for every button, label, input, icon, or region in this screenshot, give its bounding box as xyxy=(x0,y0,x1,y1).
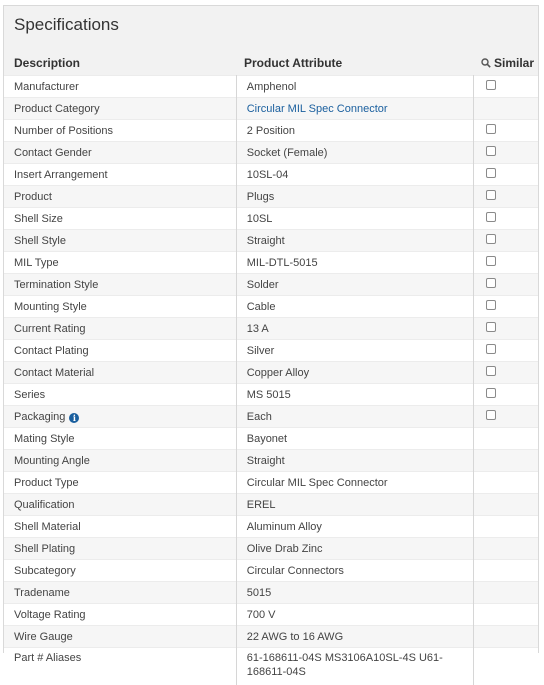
row-similar-cell xyxy=(473,340,538,362)
row-similar-cell xyxy=(473,296,538,318)
row-label: Qualification xyxy=(14,499,75,511)
similar-checkbox[interactable] xyxy=(486,212,496,222)
row-value: Socket (Female) xyxy=(247,147,328,159)
row-similar-cell xyxy=(473,120,538,142)
row-attribute-cell xyxy=(236,274,473,296)
search-icon xyxy=(481,58,491,68)
row-value: MIL-DTL-5015 xyxy=(247,257,318,269)
row-description-cell xyxy=(4,406,236,428)
row-description-cell xyxy=(4,120,236,142)
row-description-cell xyxy=(4,450,236,472)
row-description-cell xyxy=(4,648,236,685)
table-row xyxy=(4,142,538,164)
row-label: Contact Gender xyxy=(14,147,92,159)
row-value: 22 AWG to 16 AWG xyxy=(247,631,343,643)
row-description-cell xyxy=(4,362,236,384)
row-description-cell xyxy=(4,604,236,626)
row-value: Plugs xyxy=(247,191,275,203)
row-attribute-cell xyxy=(236,164,473,186)
similar-checkbox[interactable] xyxy=(486,322,496,332)
table-header xyxy=(4,48,538,78)
row-similar-cell xyxy=(473,560,538,582)
row-description-cell xyxy=(4,340,236,362)
row-description-cell xyxy=(4,582,236,604)
row-value: Amphenol xyxy=(247,81,297,93)
table-row xyxy=(4,98,538,120)
similar-checkbox[interactable] xyxy=(486,300,496,310)
row-label: Mounting Style xyxy=(14,301,87,313)
row-description-cell xyxy=(4,252,236,274)
row-description-cell xyxy=(4,384,236,406)
row-description-cell xyxy=(4,538,236,560)
row-similar-cell xyxy=(473,582,538,604)
row-description-cell xyxy=(4,208,236,230)
table-row xyxy=(4,230,538,252)
similar-checkbox[interactable] xyxy=(486,278,496,288)
table-row xyxy=(4,318,538,340)
row-label: Manufacturer xyxy=(14,81,79,93)
row-attribute-cell xyxy=(236,538,473,560)
row-label: Shell Size xyxy=(14,213,63,225)
row-label: Wire Gauge xyxy=(14,631,73,643)
row-description-cell xyxy=(4,626,236,648)
row-attribute-cell xyxy=(236,626,473,648)
panel-title: Specifications xyxy=(14,15,119,35)
row-label: Product xyxy=(14,191,52,203)
similar-checkbox[interactable] xyxy=(486,344,496,354)
row-label: Product Type xyxy=(14,477,79,489)
row-attribute-cell xyxy=(236,516,473,538)
row-value: 10SL xyxy=(247,213,273,225)
row-value: Copper Alloy xyxy=(247,367,309,379)
table-row xyxy=(4,494,538,516)
row-attribute-cell xyxy=(236,230,473,252)
similar-checkbox[interactable] xyxy=(486,190,496,200)
table-row xyxy=(4,296,538,318)
row-attribute-cell xyxy=(236,472,473,494)
row-similar-cell xyxy=(473,384,538,406)
row-similar-cell xyxy=(473,406,538,428)
table-row xyxy=(4,516,538,538)
similar-checkbox[interactable] xyxy=(486,410,496,420)
row-description-cell xyxy=(4,164,236,186)
row-attribute-cell xyxy=(236,340,473,362)
row-label: Product Category xyxy=(14,103,100,115)
row-label: Contact Plating xyxy=(14,345,89,357)
row-label: Voltage Rating xyxy=(14,609,86,621)
row-label: Number of Positions xyxy=(14,125,113,137)
row-label: Current Rating xyxy=(14,323,86,335)
row-attribute-cell xyxy=(236,318,473,340)
row-value: Silver xyxy=(247,345,275,357)
table-row xyxy=(4,450,538,472)
table-row xyxy=(4,626,538,648)
row-attribute-cell xyxy=(236,362,473,384)
row-similar-cell xyxy=(473,164,538,186)
table-row xyxy=(4,582,538,604)
row-attribute-cell xyxy=(236,252,473,274)
row-similar-cell xyxy=(473,208,538,230)
row-label: MIL Type xyxy=(14,257,59,269)
table-row xyxy=(4,604,538,626)
info-icon[interactable]: i xyxy=(69,413,79,423)
table-row xyxy=(4,362,538,384)
row-similar-cell xyxy=(473,142,538,164)
table-row xyxy=(4,560,538,582)
header-similar: Similar xyxy=(494,56,534,70)
row-value: Bayonet xyxy=(247,433,287,445)
row-similar-cell xyxy=(473,274,538,296)
row-similar-cell xyxy=(473,362,538,384)
specifications-panel xyxy=(3,5,539,653)
similar-checkbox[interactable] xyxy=(486,168,496,178)
row-similar-cell xyxy=(473,472,538,494)
table-row xyxy=(4,538,538,560)
similar-checkbox[interactable] xyxy=(486,80,496,90)
row-label: Shell Style xyxy=(14,235,66,247)
row-similar-cell xyxy=(473,318,538,340)
row-description-cell xyxy=(4,560,236,582)
row-similar-cell xyxy=(473,428,538,450)
row-value: 61-168611-04S MS3106A10SL-4S U61-168611-04S xyxy=(247,652,443,678)
row-value: 10SL-04 xyxy=(247,169,289,181)
table-row xyxy=(4,252,538,274)
row-attribute-cell xyxy=(236,428,473,450)
row-attribute-cell xyxy=(236,604,473,626)
row-description-cell xyxy=(4,472,236,494)
row-value: Aluminum Alloy xyxy=(247,521,322,533)
row-value: EREL xyxy=(247,499,276,511)
row-similar-cell xyxy=(473,230,538,252)
row-value: Solder xyxy=(247,279,279,291)
row-attribute-cell xyxy=(236,186,473,208)
table-row xyxy=(4,384,538,406)
table-row xyxy=(4,76,538,98)
row-value: 13 A xyxy=(247,323,269,335)
row-attribute-cell xyxy=(236,648,473,685)
row-label: Packaging xyxy=(14,411,65,423)
row-description-cell xyxy=(4,428,236,450)
table-row xyxy=(4,164,538,186)
row-description-cell xyxy=(4,296,236,318)
similar-checkbox[interactable] xyxy=(486,234,496,244)
specifications-table xyxy=(4,75,538,685)
similar-checkbox[interactable] xyxy=(486,388,496,398)
similar-checkbox[interactable] xyxy=(486,256,496,266)
similar-header[interactable] xyxy=(481,56,534,70)
row-attribute-cell xyxy=(236,384,473,406)
table-row xyxy=(4,186,538,208)
row-value: Cable xyxy=(247,301,276,313)
row-similar-cell xyxy=(473,186,538,208)
table-row xyxy=(4,406,538,428)
row-attribute-cell xyxy=(236,120,473,142)
row-label: Mating Style xyxy=(14,433,75,445)
row-label: Shell Material xyxy=(14,521,81,533)
row-label: Contact Material xyxy=(14,367,94,379)
row-description-cell xyxy=(4,186,236,208)
row-similar-cell xyxy=(473,604,538,626)
row-similar-cell xyxy=(473,626,538,648)
row-value: 700 V xyxy=(247,609,276,621)
row-label: Mounting Angle xyxy=(14,455,90,467)
row-similar-cell xyxy=(473,516,538,538)
row-value: Olive Drab Zinc xyxy=(247,543,323,555)
row-description-cell xyxy=(4,98,236,120)
row-description-cell xyxy=(4,274,236,296)
row-value: MS 5015 xyxy=(247,389,291,401)
table-row xyxy=(4,120,538,142)
row-description-cell xyxy=(4,230,236,252)
row-value: Circular Connectors xyxy=(247,565,344,577)
row-attribute-cell xyxy=(236,296,473,318)
table-row xyxy=(4,648,538,685)
row-similar-cell xyxy=(473,252,538,274)
row-similar-cell xyxy=(473,98,538,120)
row-value: Circular MIL Spec Connector xyxy=(247,477,388,489)
row-attribute-cell xyxy=(236,208,473,230)
row-similar-cell xyxy=(473,538,538,560)
header-description: Description xyxy=(14,56,80,70)
row-label: Insert Arrangement xyxy=(14,169,108,181)
row-description-cell xyxy=(4,142,236,164)
row-description-cell xyxy=(4,494,236,516)
similar-checkbox[interactable] xyxy=(486,124,496,134)
row-similar-cell xyxy=(473,648,538,685)
row-description-cell xyxy=(4,516,236,538)
product-category-link[interactable]: Circular MIL Spec Connector xyxy=(247,103,388,115)
similar-checkbox[interactable] xyxy=(486,366,496,376)
row-value: Straight xyxy=(247,455,285,467)
row-value: 5015 xyxy=(247,587,271,599)
row-label: Series xyxy=(14,389,45,401)
table-row xyxy=(4,340,538,362)
row-attribute-cell xyxy=(236,76,473,98)
row-attribute-cell xyxy=(236,450,473,472)
row-attribute-cell xyxy=(236,494,473,516)
row-attribute-cell xyxy=(236,560,473,582)
table-row xyxy=(4,428,538,450)
similar-checkbox[interactable] xyxy=(486,146,496,156)
row-value: 2 Position xyxy=(247,125,295,137)
row-attribute-cell xyxy=(236,98,473,120)
row-similar-cell xyxy=(473,450,538,472)
row-value: Straight xyxy=(247,235,285,247)
row-description-cell xyxy=(4,76,236,98)
row-attribute-cell xyxy=(236,142,473,164)
table-row xyxy=(4,274,538,296)
row-value: Each xyxy=(247,411,272,423)
row-similar-cell xyxy=(473,494,538,516)
row-label: Shell Plating xyxy=(14,543,75,555)
table-row xyxy=(4,472,538,494)
row-description-cell xyxy=(4,318,236,340)
row-attribute-cell xyxy=(236,406,473,428)
row-similar-cell xyxy=(473,76,538,98)
row-label: Termination Style xyxy=(14,279,98,291)
row-label: Subcategory xyxy=(14,565,76,577)
row-label: Part # Aliases xyxy=(14,652,81,664)
header-product-attribute: Product Attribute xyxy=(244,56,342,70)
row-attribute-cell xyxy=(236,582,473,604)
table-row xyxy=(4,208,538,230)
row-label: Tradename xyxy=(14,587,70,599)
